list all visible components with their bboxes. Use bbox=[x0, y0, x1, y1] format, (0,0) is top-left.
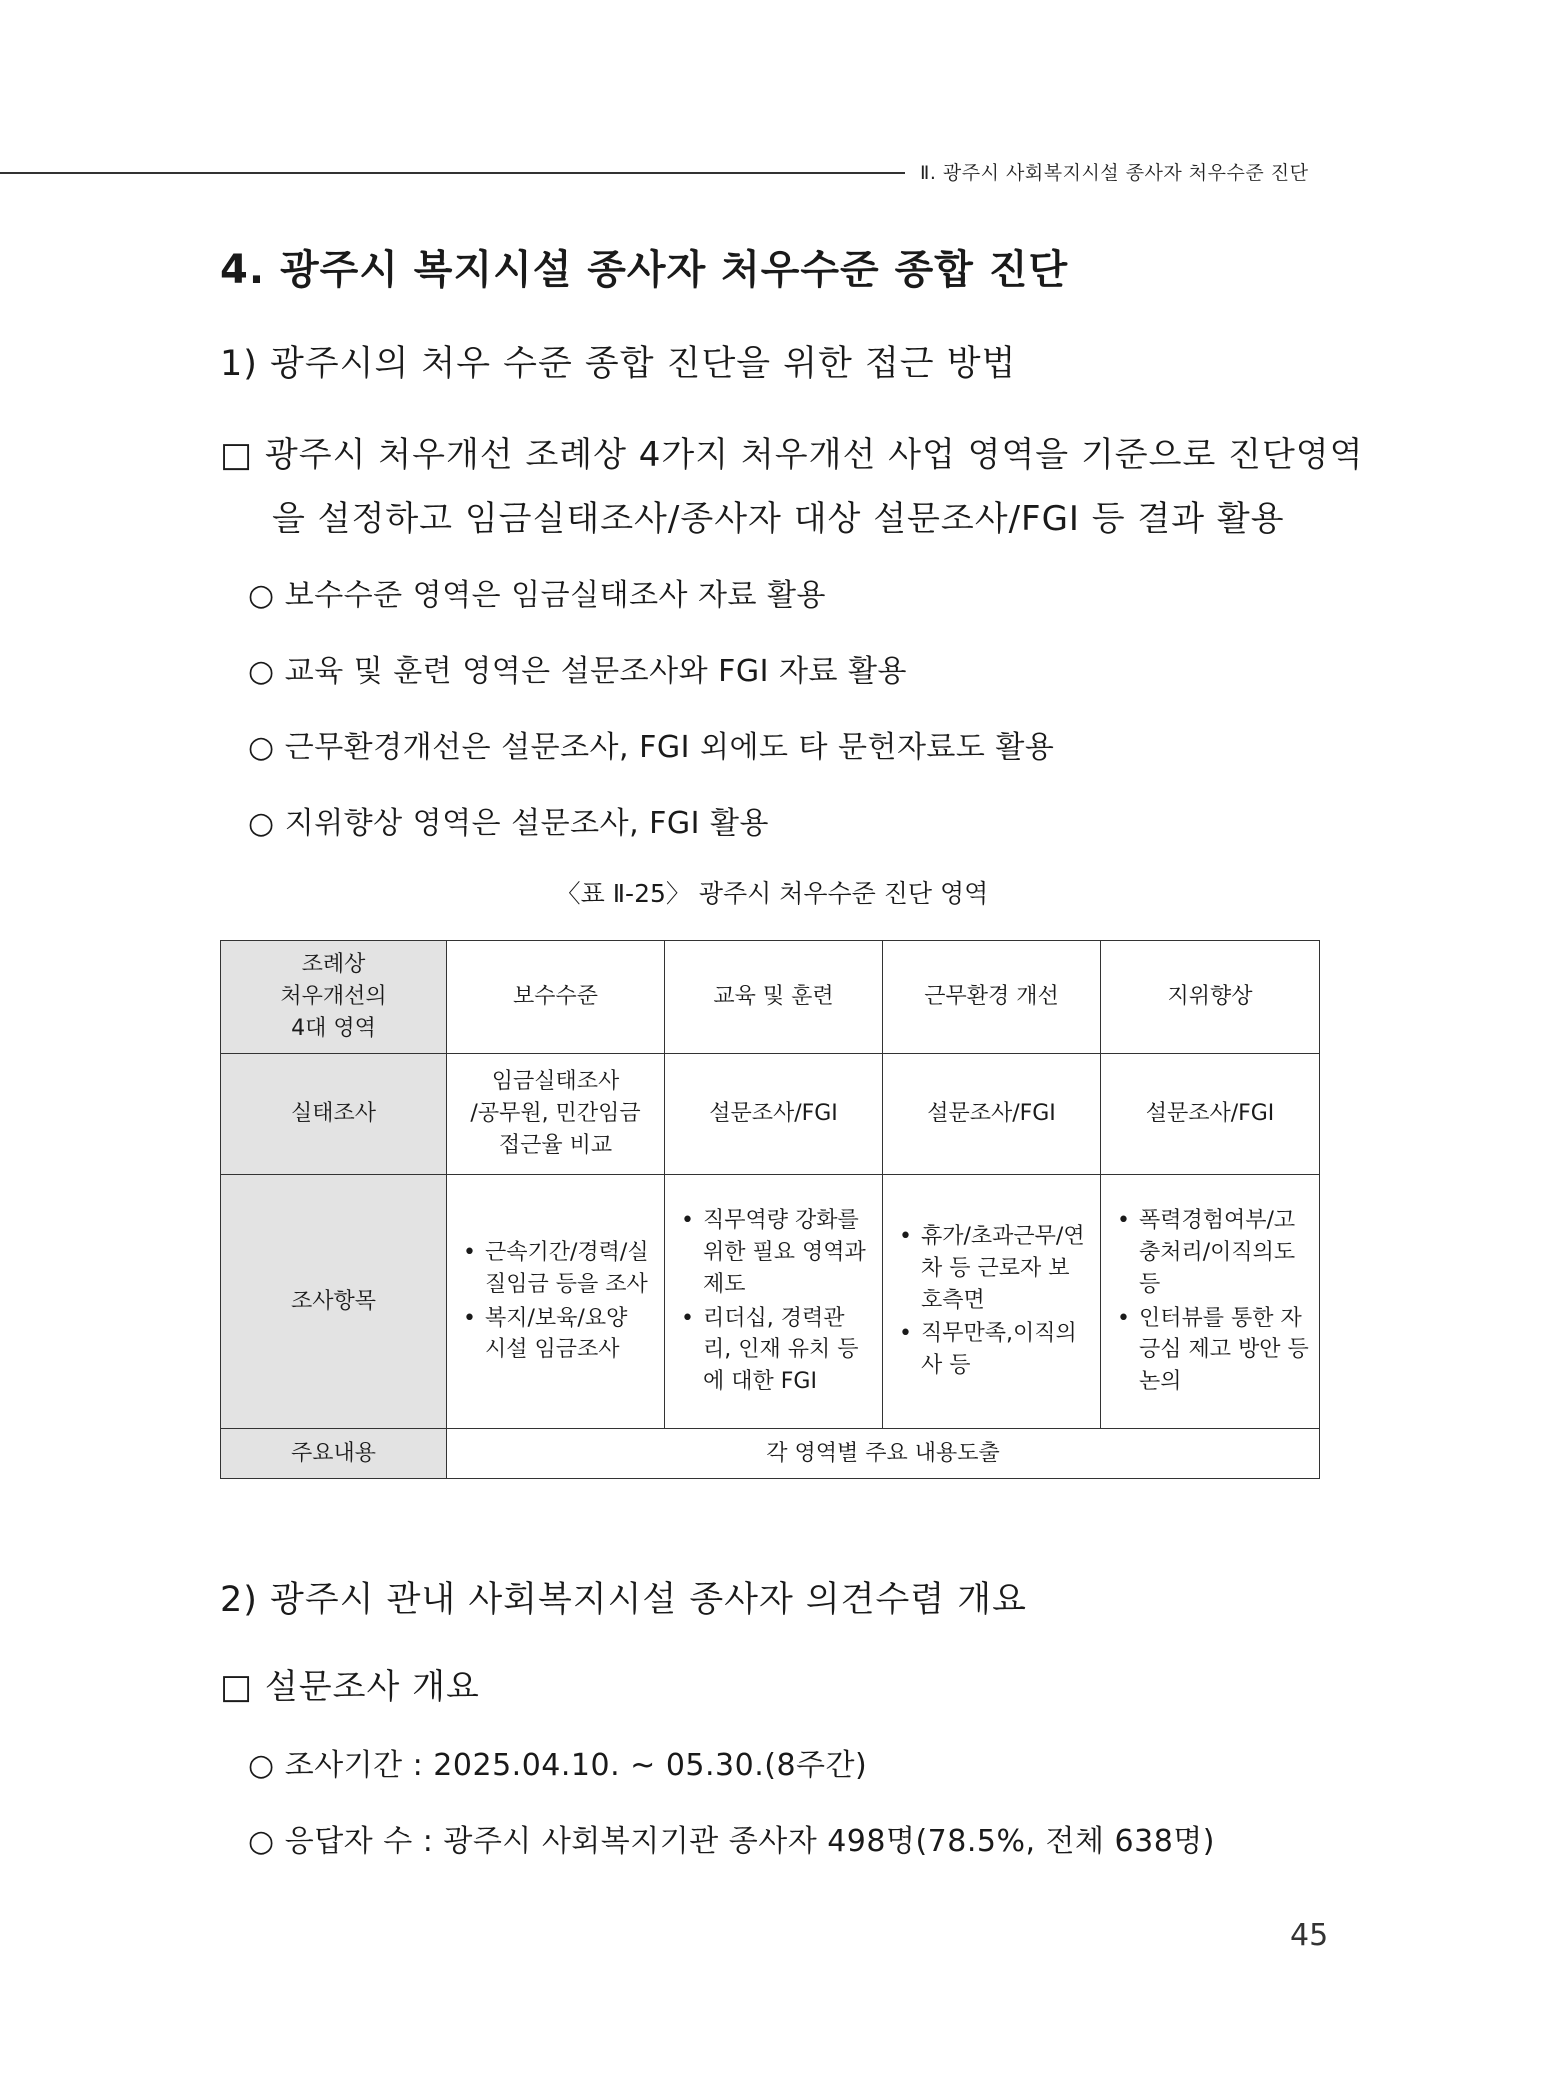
table-row bbox=[221, 1054, 1320, 1175]
bullet-item: • 폭력경험여부/고충처리/이직의도 등 bbox=[1117, 1205, 1309, 1301]
table-row bbox=[221, 1429, 1320, 1479]
square-item-line-2: 을 설정하고 임금실태조사/종사자 대상 설문조사/FGI 등 결과 활용 bbox=[272, 499, 1285, 539]
table-caption: 〈표 Ⅱ-25〉 광주시 처우수준 진단 영역 bbox=[555, 879, 989, 908]
circle-item: ○ 근무환경개선은 설문조사, FGI 외에도 타 문헌자료도 활용 bbox=[248, 730, 1055, 765]
table-cell bbox=[447, 1054, 665, 1175]
page-number: 45 bbox=[1290, 1918, 1329, 1953]
circle-item: ○ 응답자 수 : 광주시 사회복지기관 종사자 498명(78.5%, 전체 638명) bbox=[248, 1824, 1215, 1859]
row-header-cell bbox=[221, 941, 447, 1054]
circle-item: ○ 교육 및 훈련 영역은 설문조사와 FGI 자료 활용 bbox=[248, 654, 907, 689]
section-title: 4. 광주시 복지시설 종사자 처우수준 종합 진단 bbox=[220, 247, 1069, 293]
circle-item: ○ 보수수준 영역은 임금실태조사 자료 활용 bbox=[248, 578, 827, 613]
bullet-item: • 직무역량 강화를 위한 필요 영역과 제도 bbox=[681, 1205, 872, 1301]
bullet-item: • 직무만족,이직의사 등 bbox=[899, 1318, 1090, 1382]
bullet-item: • 복지/보육/요양 시설 임금조사 bbox=[463, 1303, 654, 1367]
column-header-cell: 근무환경 개선 bbox=[883, 941, 1101, 1054]
table-cell bbox=[1101, 1175, 1320, 1429]
bullet-item: • 휴가/초과근무/연차 등 근로자 보호측면 bbox=[899, 1221, 1090, 1317]
cell-line: 임금실태조사 bbox=[491, 1069, 620, 1095]
row-header-cell: 조사항목 bbox=[221, 1175, 447, 1429]
running-header: Ⅱ. 광주시 사회복지시설 종사자 처우수준 진단 bbox=[920, 162, 1309, 184]
cell-line: 접근율 비교 bbox=[498, 1132, 613, 1158]
table-cell: 설문조사/FGI bbox=[1101, 1054, 1320, 1175]
table-cell bbox=[665, 1175, 883, 1429]
table-cell bbox=[447, 1175, 665, 1429]
subsection-heading-2: 2) 광주시 관내 사회복지시설 종사자 의견수렴 개요 bbox=[220, 1580, 1027, 1620]
column-header-cell: 보수수준 bbox=[447, 941, 665, 1054]
table-row bbox=[221, 941, 1320, 1054]
column-header-cell: 교육 및 훈련 bbox=[665, 941, 883, 1054]
subsection-heading-1: 1) 광주시의 처우 수준 종합 진단을 위한 접근 방법 bbox=[220, 344, 1017, 384]
row-header-cell: 실태조사 bbox=[221, 1054, 447, 1175]
bullet-item: • 근속기간/경력/실질임금 등을 조사 bbox=[463, 1237, 654, 1301]
cell-line: /공무원, 민간임금 bbox=[470, 1101, 641, 1127]
column-header-cell: 지위향상 bbox=[1101, 941, 1320, 1054]
circle-item: ○ 조사기간 : 2025.04.10. ~ 05.30.(8주간) bbox=[248, 1748, 868, 1783]
table-cell: 각 영역별 주요 내용도출 bbox=[447, 1429, 1320, 1479]
circle-item: ○ 지위향상 영역은 설문조사, FGI 활용 bbox=[248, 806, 769, 841]
diagnosis-area-table bbox=[220, 940, 1320, 1479]
cell-line: 4대 영역 bbox=[291, 1015, 376, 1041]
table-cell: 설문조사/FGI bbox=[665, 1054, 883, 1175]
square-item: □ 설문조사 개요 bbox=[220, 1667, 480, 1707]
bullet-list bbox=[1107, 1205, 1313, 1398]
bullet-item: • 인터뷰를 통한 자긍심 제고 방안 등 논의 bbox=[1117, 1303, 1309, 1399]
table-cell bbox=[883, 1175, 1101, 1429]
bullet-list bbox=[453, 1237, 658, 1367]
table-cell: 설문조사/FGI bbox=[883, 1054, 1101, 1175]
row-header-cell: 주요내용 bbox=[221, 1429, 447, 1479]
cell-line: 조례상 bbox=[301, 952, 366, 978]
cell-line: 처우개선의 bbox=[280, 984, 387, 1010]
bullet-list bbox=[671, 1205, 876, 1398]
header-rule bbox=[0, 172, 905, 174]
table-row bbox=[221, 1175, 1320, 1429]
bullet-item: • 리더십, 경력관리, 인재 유치 등에 대한 FGI bbox=[681, 1303, 872, 1399]
square-item-line-1: □ 광주시 처우개선 조례상 4가지 처우개선 사업 영역을 기준으로 진단영역 bbox=[220, 435, 1364, 475]
bullet-list bbox=[889, 1221, 1094, 1382]
